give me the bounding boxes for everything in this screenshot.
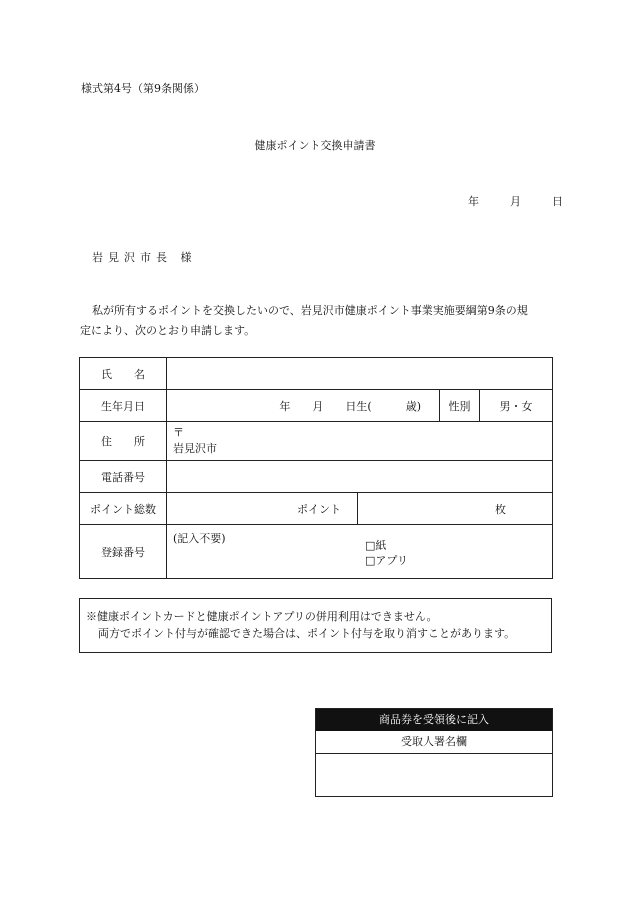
name-label: 氏 名 [80,358,167,390]
birthdate-field[interactable] [167,390,440,422]
points-field[interactable] [167,493,358,525]
registration-label: 登録番号 [80,525,167,579]
phone-row [80,461,553,493]
sheets-unit: 枚 [495,502,506,516]
points-row [80,493,553,525]
gender-label: 性別 [440,390,480,422]
receipt-header: 商品券を受領後に記入 [316,709,552,731]
form-number: 様式第4号（第9条関係） [81,82,205,95]
registration-field [167,525,553,579]
points-label: ポイント総数 [80,493,167,525]
address-city: 岩見沢市 [173,442,217,455]
notice-line-1: ※健康ポイントカードと健康ポイントアプリの併用利用はできません。 [86,610,438,623]
postal-mark: 〒 [173,426,184,439]
birth-year-label: 年 [279,399,291,413]
date-line [468,193,563,209]
recipient-signature-field[interactable] [316,754,552,796]
receipt-signature-box [315,708,553,797]
recipient-signature-label: 受取人署名欄 [316,731,552,754]
date-day: 日 [552,195,563,208]
birthdate-row [80,390,553,422]
points-unit: ポイント [297,502,341,516]
phone-field[interactable] [167,461,553,493]
notice-box [79,598,552,653]
intro-line-2: 定により、次のとおり申請します。 [80,324,256,337]
document-title: 健康ポイント交換申請書 [254,139,376,152]
date-month: 月 [510,195,521,208]
birth-month-label: 月 [312,399,324,413]
phone-label: 電話番号 [80,461,167,493]
addressee: 岩見沢市長 様 [92,251,197,264]
birth-age-label: 歳) [405,399,421,413]
registration-note: (記入不要) [173,532,226,545]
name-row [80,358,553,390]
gender-options[interactable]: 男・女 [480,390,553,422]
registration-row [80,525,553,579]
address-label: 住 所 [80,422,167,461]
name-field[interactable] [167,358,553,390]
registration-app-checkbox[interactable]: □アプリ [365,554,408,567]
notice-line-2: 両方でポイント付与が確認できた場合は、ポイント付与を取り消すことがあります。 [98,627,516,640]
address-row [80,422,553,461]
birthdate-label: 生年月日 [80,390,167,422]
sheets-field[interactable] [358,493,553,525]
address-field[interactable] [167,422,553,461]
application-form-table [79,357,553,579]
intro-line-1: 私が所有するポイントを交換したいので、岩見沢市健康ポイント事業実施要綱第9条の規 [92,304,528,317]
date-year: 年 [468,195,479,208]
intro-paragraph [80,301,554,341]
registration-paper-checkbox[interactable]: □紙 [365,539,387,552]
birth-day-label: 日生( [345,399,372,413]
